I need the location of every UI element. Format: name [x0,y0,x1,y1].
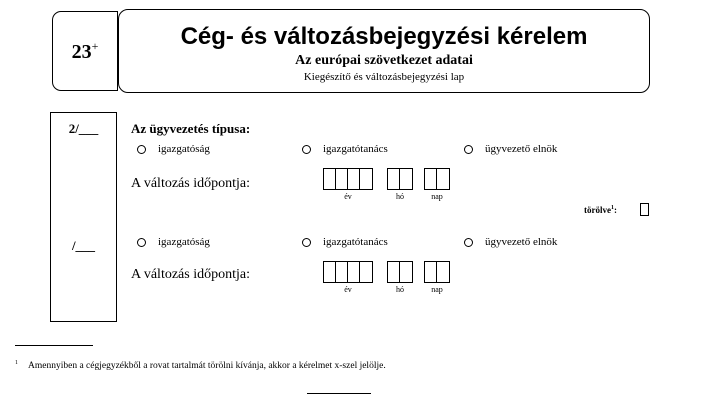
day-caption: nap [431,192,443,201]
page-title: Cég- és változásbejegyzési kérelem [180,23,588,50]
year-input[interactable] [323,261,373,283]
date-label: A változás időpontja: [131,267,250,282]
option-igazgatosag[interactable] [137,143,210,155]
radio-button[interactable] [464,238,473,247]
option-igazgatotanacs[interactable] [302,236,388,248]
footnote-divider [15,345,93,346]
row-number-label: 2/___ [68,121,99,136]
option-ugyvezeto-elnok[interactable] [464,143,557,155]
form-number: 23+ [71,39,99,63]
month-input[interactable] [387,261,413,283]
month-caption: hó [396,192,404,201]
option-label: ügyvezető elnök [485,143,558,155]
deleted-checkbox[interactable] [640,203,649,216]
option-igazgatotanacs[interactable] [302,143,388,155]
radio-button[interactable] [137,145,146,154]
bottom-divider [307,393,371,394]
row-number-label: /___ [71,238,96,253]
row-number-column [50,112,117,322]
option-label: igazgatóság [158,143,210,155]
page-subtitle: Az európai szövetkezet adatai [295,53,473,68]
option-label: ügyvezető elnök [485,236,558,248]
radio-button[interactable] [137,238,146,247]
option-label: igazgatótanács [323,143,388,155]
day-caption: nap [431,285,443,294]
date-label: A változás időpontja: [131,176,250,191]
deleted-label: törölve$^1$: [584,205,617,215]
option-label: igazgatótanács [323,236,388,248]
option-ugyvezeto-elnok[interactable] [464,236,557,248]
radio-button[interactable] [464,145,473,154]
radio-button[interactable] [302,238,311,247]
month-caption: hó [396,285,404,294]
footnote: $^1$ Amennyiben a cégjegyzékből a rovat tartalmát törölni kívánja, akkor a kérelmet x-szel jelölje. [15,360,386,372]
option-igazgatosag[interactable] [137,236,210,248]
section-title: Az ügyvezetés típusa: [131,121,251,136]
year-caption: év [344,285,352,294]
page-subtitle-secondary: Kiegészítő és változásbejegyzési lap [303,71,465,83]
day-input[interactable] [424,168,450,190]
year-caption: év [344,192,352,201]
option-label: igazgatóság [158,236,210,248]
month-input[interactable] [387,168,413,190]
day-input[interactable] [424,261,450,283]
year-input[interactable] [323,168,373,190]
radio-button[interactable] [302,145,311,154]
